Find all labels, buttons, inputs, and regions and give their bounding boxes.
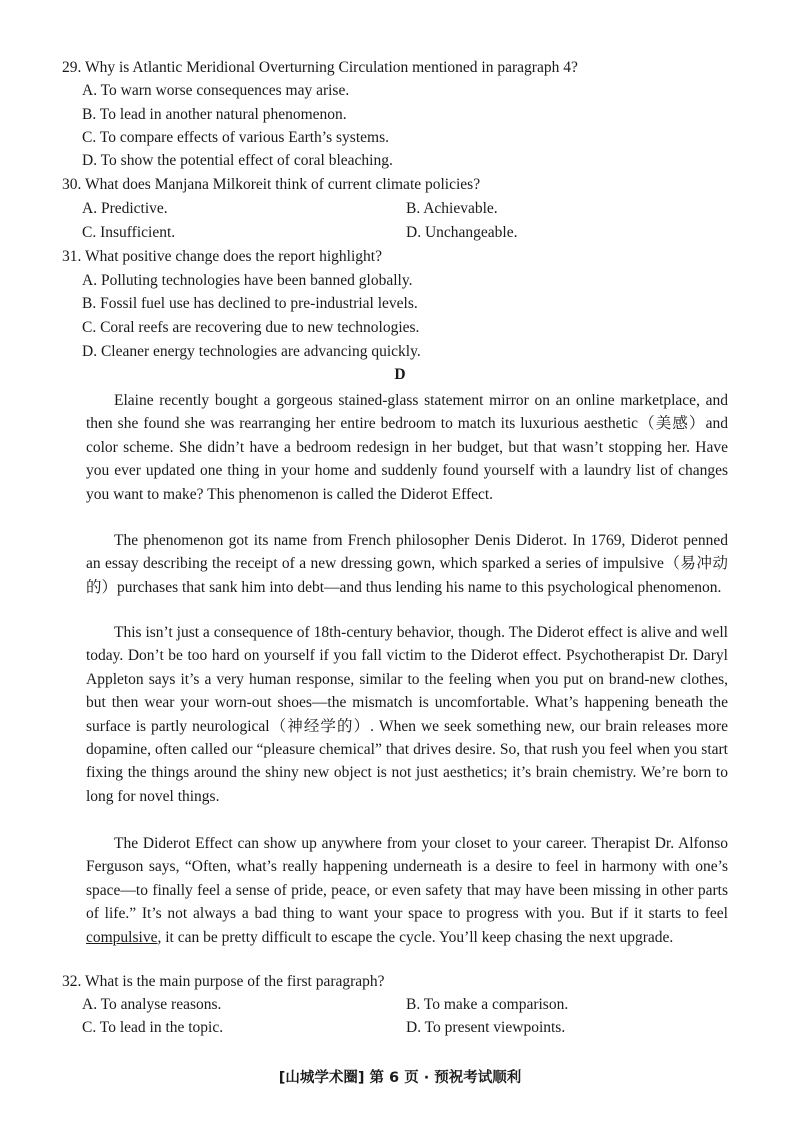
paragraph-4-text-a: The Diderot Effect can show up anywhere from your closet to your career. Therapist Dr. Alfonso Ferguson says, “Often, what’s really happening underneath is a desire to feel in harmony with one’s space—to finally feel a sense of pride, peace, or even safety that may have been missing in other parts of life.” It’s not always a bad thing to want your space to progress with you. But if it starts to feel bbox=[86, 835, 728, 923]
q31-option-b: B. Fossil fuel use has declined to pre-industrial levels. bbox=[82, 295, 418, 312]
underlined-word: compulsive bbox=[86, 928, 158, 946]
q30-option-a: A. Predictive. bbox=[82, 200, 168, 217]
q31-option-c: C. Coral reefs are recovering due to new technologies. bbox=[82, 319, 420, 336]
q29-option-d: D. To show the potential effect of coral bleaching. bbox=[82, 152, 393, 169]
q29-option-c: C. To compare effects of various Earth’s systems. bbox=[82, 129, 389, 146]
passage-paragraph-1: Elaine recently bought a gorgeous stained-glass statement mirror on an online marketplace, and then she found she was rearranging her entire bedroom to match its luxurious aesthetic（美感）and color scheme. She didn’t have a bedroom redesign in her budget, but that wasn’t stopping her. Have you ever updated one thing in your home and suddenly found yourself with a laundry list of changes you want to make? This phenomenon is called the Diderot Effect. bbox=[86, 392, 728, 503]
q29-option-a: A. To warn worse consequences may arise. bbox=[82, 82, 350, 99]
page-footer: [山城学术圈] 第 6 页 · 预祝考试顺利 bbox=[278, 1070, 522, 1086]
q30-option-d: D. Unchangeable. bbox=[406, 224, 518, 241]
q30-stem: 30. What does Manjana Milkoreit think of current climate policies? bbox=[62, 176, 481, 193]
passage-paragraph-3: This isn’t just a consequence of 18th-century behavior, though. The Diderot effect is alive and well today. Don’t be too hard on yourself if you fall victim to the Diderot effect. Psychotherapist Dr. Daryl Appleton says it’s a very human response, similar to the feeling when you put on brand-new clothes, but then wear your worn-out shoes—the mismatch is uncomfortable. What’s happening beneath the surface is partly neurological（神经学的）. When we seek something new, our brain releases more dopamine, often called our “pleasure chemical” that drives desire. So, that rush you feel when you start fixing the things around the shiny new object is not just aesthetics; it’s brain chemistry. We’re born to long for novel things. bbox=[86, 624, 728, 805]
q32-option-b: B. To make a comparison. bbox=[406, 996, 569, 1013]
passage-paragraph-4 bbox=[86, 832, 728, 949]
q29-stem: 29. Why is Atlantic Meridional Overturning Circulation mentioned in paragraph 4? bbox=[62, 59, 578, 76]
passage-heading: D bbox=[394, 366, 406, 383]
q31-option-a: A. Polluting technologies have been banned globally. bbox=[82, 272, 413, 289]
q31-option-d: D. Cleaner energy technologies are advancing quickly. bbox=[82, 343, 421, 360]
q29-option-b: B. To lead in another natural phenomenon. bbox=[82, 106, 347, 123]
q32-option-a: A. To analyse reasons. bbox=[82, 996, 222, 1013]
q30-option-b: B. Achievable. bbox=[406, 200, 498, 217]
q32-option-d: D. To present viewpoints. bbox=[406, 1019, 566, 1036]
q32-option-c: C. To lead in the topic. bbox=[82, 1019, 224, 1036]
q32-stem: 32. What is the main purpose of the first paragraph? bbox=[62, 973, 385, 990]
q30-option-c: C. Insufficient. bbox=[82, 224, 176, 241]
passage-paragraph-2: The phenomenon got its name from French philosopher Denis Diderot. In 1769, Diderot penned an essay describing the receipt of a new dressing gown, which sparked a series of impulsive（易冲动的）purchases that sank him into debt—and thus lending his name to this psychological phenomenon. bbox=[86, 532, 728, 596]
paragraph-4-text-b: , it can be pretty difficult to escape the cycle. You’ll keep chasing the next upgrade. bbox=[157, 928, 674, 946]
q31-stem: 31. What positive change does the report highlight? bbox=[62, 248, 382, 265]
